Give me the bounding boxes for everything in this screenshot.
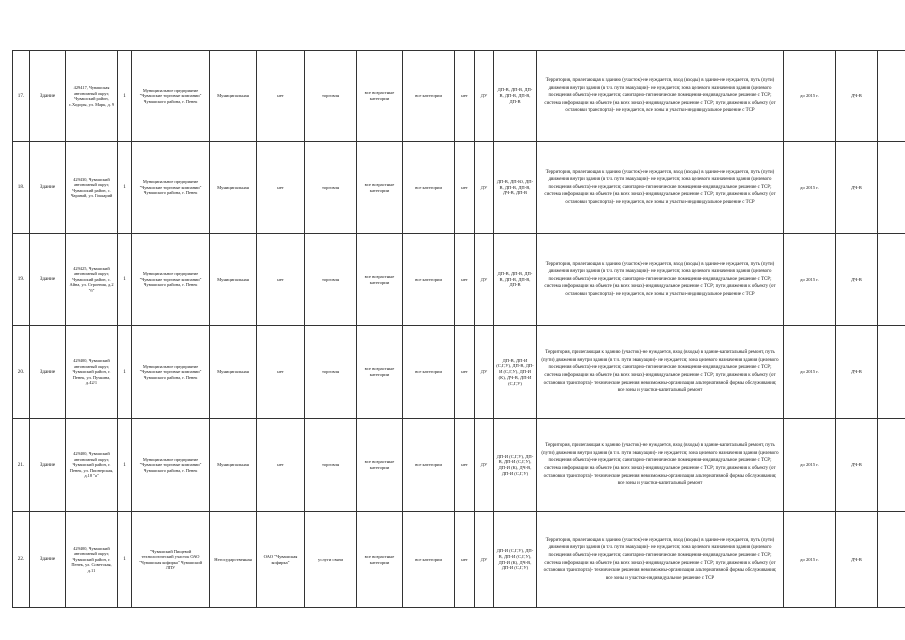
table-row bbox=[13, 326, 905, 419]
deadline-year: до 2015 г. bbox=[784, 142, 836, 234]
column-6: ДУ bbox=[475, 512, 494, 608]
deadline-year: до 2015 г. bbox=[784, 419, 836, 512]
ownership-form: Негосударственная bbox=[210, 512, 257, 608]
column-6: ДУ bbox=[475, 419, 494, 512]
row-number: 20. bbox=[13, 326, 30, 419]
column-6: ДУ bbox=[475, 142, 494, 234]
object-type: Здание bbox=[30, 512, 66, 608]
object-address: 429430, Чувашский автономный округ, Чувашский район, с. Чаранай, ул. Гоккарий bbox=[66, 142, 118, 234]
column-5: нет bbox=[455, 419, 475, 512]
table-row bbox=[13, 51, 905, 142]
adaptation-description: Территория, прилегающая к зданию (участок)-не нуждается, вход (входы) в здание-капитальный ремонт, путь (пути) движения внутри здания (в т.ч. пути эвакуации)- не нуждается; зона целевого назначения здания (целевого посещения объекта)-не нуждается; санитарно-гигиенические помещения-индивидуальное решение с ТСР; система информации на объекте (на всех зонах)-индивидуальное решение с ТСР; пути движения к объекту (от остановки транспорта)- технические решения невозможны-организация альтернативной формы обслуживания; все зоны и участки-капитальный ремонт bbox=[537, 326, 784, 419]
empty-cell bbox=[878, 51, 905, 142]
ownership-form: Муниципальная bbox=[210, 419, 257, 512]
accessibility-codes: ДП-В, ДП-В, ДП-В, ДП-В, ДП-В, ДП-В bbox=[494, 51, 537, 142]
parent-organization: нет bbox=[257, 142, 305, 234]
empty-cell bbox=[878, 142, 905, 234]
organization-name: Муниципальное предприятие "Чувашские торговые компании" Чувашского района, г. Пенек bbox=[132, 142, 210, 234]
object-count: 1 bbox=[118, 51, 132, 142]
activity-type: услуги связи bbox=[305, 512, 357, 608]
age-categories: все возрастные категории bbox=[357, 326, 403, 419]
row-number: 18. bbox=[13, 142, 30, 234]
parent-organization: нет bbox=[257, 234, 305, 326]
accessibility-codes: ДП-И (С,Г,У), ДП-В, ДП-И (С,Г,У), ДП-И (К), ДЧ-В, ДП-И (С,Г,У) bbox=[494, 512, 537, 608]
object-count: 1 bbox=[118, 234, 132, 326]
disability-categories: все категории bbox=[403, 234, 455, 326]
table-body bbox=[13, 51, 905, 608]
object-address: 429400, Чувашский автономный округ, Чувашский район, г. Пенек, ул. Пучкина, д.42/1 bbox=[66, 326, 118, 419]
age-categories: все возрастные категории bbox=[357, 142, 403, 234]
row-number: 19. bbox=[13, 234, 30, 326]
row-number: 22. bbox=[13, 512, 30, 608]
adaptation-description: Территория, прилегающая к зданию (участок)-не нуждается, вход (входы) в здание-капитальный ремонт, путь (пути) движения внутри здания (в т.ч. пути эвакуации)- не нуждается; зона целевого назначения здания (целевого посещения объекта)-не нуждается; санитарно-гигиенические помещения-индивидуальное решение с ТСР; система информации на объекте (на всех зонах)-индивидуальное решение с ТСР; пути движения к объекту (от остановки транспорта)- технические решения невозможны-организация альтернативной формы обслуживания; все зоны и участки-капитальный ремонт bbox=[537, 419, 784, 512]
ownership-form: Муниципальная bbox=[210, 326, 257, 419]
empty-cell bbox=[878, 512, 905, 608]
object-type: Здание bbox=[30, 419, 66, 512]
adaptation-description: Территория, прилегающая к зданию (участок)-не нуждается, вход (входы) в здание-не нуждается, путь (пути) движения внутри здания (в т.ч. пути эвакуации)- не нуждается; зона целевого назначения здания (целевого посещения объекта)-не нуждается; санитарно-гигиенические помещения-индивидуальное решение с ТСР; система информации на объекте (на всех зонах)-индивидуальное решение с ТСР; пути движения к объекту (от остановки транспорта)- не нуждается, все зоны и участки-индивидуальное решение с ТСР bbox=[537, 234, 784, 326]
disability-categories: все категории bbox=[403, 512, 455, 608]
final-status: ДЧ-В bbox=[836, 512, 878, 608]
object-type: Здание bbox=[30, 326, 66, 419]
object-type: Здание bbox=[30, 51, 66, 142]
parent-organization: нет bbox=[257, 326, 305, 419]
column-6: ДУ bbox=[475, 326, 494, 419]
adaptation-description: Территория, прилегающая к зданию (участок)-не нуждается, вход (входы) в здание-не нуждается, путь (пути) движения внутри здания (в т.ч. пути эвакуации)- не нуждается; зона целевого назначения здания (целевого посещения объекта)-не нуждается; санитарно-гигиенические помещения-индивидуальное решение с ТСР; система информации на объекте (на всех зонах)-индивидуальное решение с ТСР; пути движения к объекту (от остановки транспорта)- не нуждается, все зоны и участки-индивидуальное решение с ТСР bbox=[537, 51, 784, 142]
table-row bbox=[13, 234, 905, 326]
registry-table bbox=[12, 50, 905, 608]
object-address: 429400, Чувашский автономный округ, Чувашский район, г. Пенек, ул. Советская, д.11 bbox=[66, 512, 118, 608]
object-count: 1 bbox=[118, 326, 132, 419]
adaptation-description: Территория, прилегающая к зданию (участок)-не нуждается, вход (входы) в здание-не нуждается, путь (пути) движения внутри здания (в т.ч. пути эвакуации)- не нуждается; зона целевого назначения здания (целевого посещения объекта)-не нуждается; санитарно-гигиенические помещения-индивидуальное решение с ТСР; система информации на объекте (на всех зонах)-индивидуальное решение с ТСР; пути движения к объекту (от остановки транспорта)- технические решения невозможны-организация альтернативной формы обслуживания; все зоны и участки-индивидуальное решение с ТСР bbox=[537, 512, 784, 608]
ownership-form: Муниципальная bbox=[210, 142, 257, 234]
age-categories: все возрастные категории bbox=[357, 419, 403, 512]
activity-type: торговля bbox=[305, 51, 357, 142]
empty-cell bbox=[878, 326, 905, 419]
activity-type: торговля bbox=[305, 419, 357, 512]
object-address: 429400, Чувашский автономный округ, Чувашский район, г. Пенек, ул. Пионерская, д.18 "а" bbox=[66, 419, 118, 512]
accessibility-codes: ДП-В, ДП-Ю, ДП-В, ДП-В, ДП-В, ДЧ-В, ДП-В bbox=[494, 142, 537, 234]
organization-name: Муниципальное предприятие "Чувашские торговые компании" Чувашского района, г. Пенек bbox=[132, 419, 210, 512]
final-status: ДЧ-В bbox=[836, 142, 878, 234]
age-categories: все возрастные категории bbox=[357, 234, 403, 326]
final-status: ДЧ-В bbox=[836, 234, 878, 326]
parent-organization: нет bbox=[257, 51, 305, 142]
column-5: нет bbox=[455, 51, 475, 142]
object-address: 429417, Чувашская автономный округ, Чувашский район, с.Ходоры, ул. Марк, д. 9 bbox=[66, 51, 118, 142]
accessibility-codes: ДП-В, ДП-И (С,Г,У), ДП-В, ДП-И (С,Г,У), ДП-И (К), ДЧ-В, ДП-И (С,Г,У) bbox=[494, 326, 537, 419]
parent-organization: нет bbox=[257, 419, 305, 512]
column-5: нет bbox=[455, 512, 475, 608]
row-number: 21. bbox=[13, 419, 30, 512]
object-type: Здание bbox=[30, 142, 66, 234]
table-row bbox=[13, 512, 905, 608]
object-type: Здание bbox=[30, 234, 66, 326]
final-status: ДЧ-В bbox=[836, 419, 878, 512]
activity-type: торговля bbox=[305, 142, 357, 234]
object-count: 1 bbox=[118, 142, 132, 234]
column-5: нет bbox=[455, 326, 475, 419]
deadline-year: до 2015 г. bbox=[784, 51, 836, 142]
column-5: нет bbox=[455, 142, 475, 234]
accessibility-codes: ДП-В, ДП-В, ДП-В, ДП-В, ДП-В, ДП-В bbox=[494, 234, 537, 326]
adaptation-description: Территория, прилегающая к зданию (участок)-не нуждается, вход (входы) в здание-не нуждается, путь (пути) движения внутри здания (в т.ч. пути эвакуации)- не нуждается; зона целевого назначения здания (целевого посещения объекта)-не нуждается; санитарно-гигиенические помещения-индивидуальное решение с ТСР; система информации на объекте (на всех зонах)-индивидуальное решение с ТСР; пути движения к объекту (от остановки транспорта)- не нуждается, все зоны и участки-индивидуальное решение с ТСР bbox=[537, 142, 784, 234]
column-6: ДУ bbox=[475, 51, 494, 142]
parent-organization: ОАО "Чувашская кофирка" bbox=[257, 512, 305, 608]
organization-name: Муниципальное предприятие "Чувашские торговые компании" Чувашского района, г. Пенек bbox=[132, 326, 210, 419]
age-categories: все возрастные категории bbox=[357, 512, 403, 608]
organization-name: "Чувашский Пищевой технологический участок ОАО "Чувашская кофирка" Чувашский ЛПУ bbox=[132, 512, 210, 608]
age-categories: все возрастные категории bbox=[357, 51, 403, 142]
table-row bbox=[13, 142, 905, 234]
disability-categories: все категории bbox=[403, 419, 455, 512]
final-status: ДЧ-В bbox=[836, 51, 878, 142]
disability-categories: все категории bbox=[403, 51, 455, 142]
column-6: ДУ bbox=[475, 234, 494, 326]
object-address: 429425, Чувашский автономный округ, Чувашский район, с. Айна, ул. Строения, д.2 "б" bbox=[66, 234, 118, 326]
activity-type: торговля bbox=[305, 234, 357, 326]
organization-name: Муниципальное предприятие "Чувашские торговые компании" Чувашского района, г. Пенек bbox=[132, 51, 210, 142]
deadline-year: до 2015 г. bbox=[784, 512, 836, 608]
row-number: 17. bbox=[13, 51, 30, 142]
object-count: 1 bbox=[118, 419, 132, 512]
disability-categories: все категории bbox=[403, 142, 455, 234]
final-status: ДЧ-В bbox=[836, 326, 878, 419]
object-count: 1 bbox=[118, 512, 132, 608]
empty-cell bbox=[878, 419, 905, 512]
empty-cell bbox=[878, 234, 905, 326]
activity-type: торговля bbox=[305, 326, 357, 419]
column-5: нет bbox=[455, 234, 475, 326]
ownership-form: Муниципальная bbox=[210, 51, 257, 142]
deadline-year: до 2015 г. bbox=[784, 326, 836, 419]
ownership-form: Муниципальная bbox=[210, 234, 257, 326]
disability-categories: все категории bbox=[403, 326, 455, 419]
table-row bbox=[13, 419, 905, 512]
accessibility-codes: ДП-И (С,Г,У), ДП-В, ДП-И (С,Г,У), ДП-И (К), ДЧ-В, ДП-И (С,Г,У) bbox=[494, 419, 537, 512]
organization-name: Муниципальное предприятие "Чувашские торговые компании" Чувашского района, г. Пенек bbox=[132, 234, 210, 326]
deadline-year: до 2015 г. bbox=[784, 234, 836, 326]
